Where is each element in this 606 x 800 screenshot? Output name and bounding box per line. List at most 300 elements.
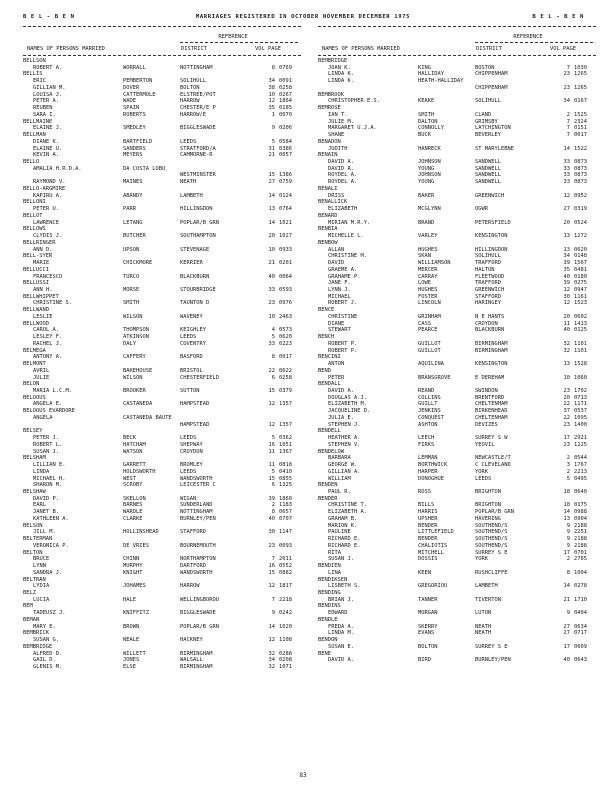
district-cell: WAVENEY [180,313,203,320]
page-cell: 1030 [574,64,587,71]
table-row [318,125,596,132]
table-row [318,455,596,462]
forename-cell: PETER [328,374,345,381]
volume-cell: 23 [563,84,570,91]
volume-cell: 23 [268,300,275,307]
forename-cell: JANE F. [328,280,351,287]
surname-heading: BELLIS [23,71,43,78]
table-row [318,401,596,408]
table-row [23,523,301,530]
volume-cell: 18 [563,502,570,509]
volume-cell: 14 [563,583,570,590]
table-row [23,327,301,334]
surname-heading: BELZ [23,590,36,597]
volume-cell: 12 [268,421,275,428]
table-row [318,314,596,321]
table-row [318,247,596,254]
spouse-surname-cell: SPAIN [123,105,140,112]
page-cell: 1272 [574,233,587,240]
volume-cell: 12 [563,300,570,307]
forename-cell: CLYDIS J. [33,233,63,240]
page-cell: 0319 [574,206,587,213]
table-row [318,58,596,65]
spouse-surname-cell: DONOGHUE [418,475,444,482]
spouse-surname-cell: HUGHES [418,246,438,253]
page-cell: 0362 [279,435,292,442]
page-cell: 0609 [574,643,587,650]
district-cell: BURNLEY/PEN [475,657,511,664]
table-row [23,476,301,483]
district-cell: CAMMORNE-R [180,152,213,159]
table-row [23,71,301,78]
volume-cell: 34 [563,253,570,260]
table-row [23,348,301,355]
table-row [318,428,596,435]
volume-cell: 33 [563,179,570,186]
volume-cell: 23 [563,71,570,78]
volume-cell: 14 [563,509,570,516]
district-cell: BIRMINGHAM [180,650,213,657]
table-row [318,583,596,590]
district-cell: BIRMINGHAM [180,664,213,671]
volume-cell: 6 [271,482,275,489]
volume-cell: 8 [271,354,275,361]
spouse-surname-cell: ROSS [418,489,431,495]
district-cell: SUNDERLAND [180,502,213,509]
reference-rule [180,42,298,43]
district-cell: NEATH [475,630,492,637]
table-row [318,368,596,375]
table-row [318,105,596,112]
table-row [318,300,596,307]
forename-cell: LOUISA J. [33,91,63,98]
volume-cell: 20 [563,313,570,320]
volume-cell: 2 [566,556,570,563]
spouse-surname-cell: CASS [418,320,431,327]
page-cell: 1265 [574,84,587,91]
district-cell: CROYDON [475,320,498,327]
page-cell: 2213 [574,468,587,475]
table-row [23,482,301,489]
forename-cell: AMALIA H.R.D.A. [33,165,82,172]
table-row [318,644,596,651]
table-row [318,321,596,328]
table-row [23,193,301,200]
forename-cell: ELAINE U. [33,145,63,152]
table-row [318,85,596,92]
district-cell: HARINGEY [475,300,501,307]
forename-cell: LINDA K. [328,71,354,78]
district-cell: BOLTON [180,84,200,91]
volume-cell: 30 [268,529,275,536]
table-row [23,637,301,644]
spouse-surname-cell: HUGHES [418,286,438,293]
spouse-surname-cell: COLLINS [418,394,441,401]
table-row [23,247,301,254]
table-row [318,213,596,220]
volume-cell: 18 [563,489,570,495]
page-cell: 0818 [279,462,292,469]
volume-cell: 35 [268,105,275,112]
surname-heading: BENBIA [318,226,338,233]
table-row [23,422,301,429]
volume-cell: 35 [563,266,570,273]
table-row [318,193,596,200]
spouse-surname-cell: THOMPSON [123,327,149,334]
table-row [23,502,301,509]
page-cell: 1265 [574,71,587,78]
surname-heading: BEMBROOK [318,91,344,98]
district-cell: BASFORD [180,354,203,361]
surname-heading: BELOOUS [23,394,46,401]
district-cell: YORK [475,468,488,475]
page-cell: 1817 [279,583,292,590]
surname-heading: BELL-SYER [23,253,53,260]
forename-cell: RAYMOND V. [33,179,66,186]
page-cell: 1004 [574,569,587,576]
forename-cell: FRANCESCO [33,273,63,280]
page-cell: 0769 [279,64,292,71]
forename-cell: LINDA [33,468,50,475]
table-row [23,206,301,213]
table-row [318,240,596,247]
table-row [318,274,596,281]
table-row [23,428,301,435]
spouse-surname-cell: JONES [123,657,140,664]
forename-cell: LISBETH S. [328,583,361,590]
forename-cell: PETER U. [33,206,59,213]
district-cell: COVENTRY [180,340,206,347]
surname-heading: BELLUCCI [23,266,49,273]
page-cell: 0643 [574,657,587,664]
forename-cell: DRISS [328,192,345,199]
forename-cell: LYNN J. [328,286,351,293]
district-cell: E DEREHAM [475,374,505,381]
forename-cell: ROYDEL A. [328,179,358,186]
district-cell: BRIGHTON [475,489,501,495]
table-row [23,307,301,314]
page-cell: 1522 [574,145,587,152]
volume-cell: 1 [271,111,275,118]
forename-cell: LESLIE [33,313,53,320]
surname-heading: BELSEY [23,428,43,435]
page-cell: 0481 [574,266,587,273]
district-cell: WESTMINSTER [180,172,216,179]
table-row [23,603,301,610]
district-cell: LATCHINGTON [475,125,511,132]
table-row [318,71,596,78]
district-cell: CHELTENHAM [475,414,508,421]
volume-cell: 23 [563,421,570,428]
table-row [23,85,301,92]
page-cell: 0904 [574,515,587,522]
forename-cell: ROYDEL A. [328,172,358,179]
spouse-surname-cell: SMITH [123,300,140,307]
page-cell: 0544 [574,455,587,462]
volume-cell: 15 [268,475,275,482]
district-cell: HAMPSTEAD [180,421,210,428]
district-cell: FLEETWOOD [475,273,505,280]
page-cell: 1020 [279,623,292,630]
spouse-surname-cell: LINCOLN [418,300,441,307]
spouse-surname-cell: ATKINSON [123,334,149,341]
volume-cell: 32 [563,340,570,347]
surname-heading: BENDINS [318,603,341,610]
forename-cell: MIRIAN M.R.Y. [328,219,371,226]
volume-cell: 11 [268,462,275,469]
page-cell: 0206 [279,125,292,132]
table-row [318,334,596,341]
spouse-surname-cell: CHICKMORE [123,260,153,267]
table-row [23,489,301,496]
surname-heading: BENDALL [318,381,341,388]
surname-heading: BENCH [318,334,335,341]
volume-cell: 27 [563,206,570,213]
table-row [318,422,596,429]
surname-heading: BEM [23,603,33,610]
table-row [23,105,301,112]
table-row [23,455,301,462]
table-row [318,152,596,159]
spouse-surname-cell: SMEDLEY [123,125,146,132]
spouse-surname-cell: BENDER [418,536,438,543]
district-cell: SOLIHULL [475,253,501,260]
table-row [23,92,301,99]
forename-cell: CHRISTINE S. [33,300,72,307]
district-cell: BOURNEMOUTH [180,542,216,549]
volume-cell: 13 [563,233,570,240]
surname-heading: BELLMAINE [23,118,53,125]
district-cell: BRISTOL [180,367,203,374]
page-cell: 2011 [279,556,292,563]
forename-cell: LAWRENCE [33,219,59,226]
table-row [318,179,596,186]
spouse-surname-cell: VARLEY [418,233,438,240]
spouse-surname-cell: BORTHWICK [418,462,448,469]
spouse-surname-cell: KNIFFITZ [123,610,149,617]
volume-cell: 33 [563,165,570,172]
page-cell: 0873 [574,165,587,172]
volume-cell: 2 [271,502,275,509]
volume-cell: 20 [268,233,275,240]
volume-cell: 33 [268,286,275,293]
spouse-surname-cell: BOLTON [418,643,438,650]
forename-cell: ANTONY A. [33,354,63,361]
district-cell: BIGGLESWADE [180,610,216,617]
table-row [23,287,301,294]
forename-cell: PETER J. [33,435,59,442]
forename-cell: RICHARD E. [328,536,361,543]
forename-cell: STEPHEN V. [328,441,361,448]
volume-cell: 2 [566,111,570,118]
page-cell: 0057 [279,152,292,159]
forename-cell: JILL M. [33,529,56,536]
district-cell: NOTTINGHAM [180,64,213,71]
table-row [23,253,301,260]
district-cell: OGWR [475,206,488,213]
page-cell: 0713 [574,394,587,401]
page-cell: 2188 [574,522,587,529]
spouse-surname-cell: BILLS [418,502,435,509]
volume-cell: 5 [271,468,275,475]
volume-cell: 7 [566,64,570,71]
page-cell: 1101 [574,340,587,347]
page-cell: 0988 [574,509,587,516]
volume-cell: 39 [563,280,570,287]
spouse-surname-cell: JOHAMES [123,583,146,590]
forename-cell: STEPHEN J. [328,421,361,428]
district-cell: LAMBETH [180,192,203,199]
spouse-surname-cell: CARRAY [418,273,438,280]
spouse-surname-cell: BRANSGROVE [418,374,451,381]
page-cell: 1051 [279,441,292,448]
table-row [318,395,596,402]
table-row [318,657,596,664]
table-row [23,220,301,227]
volume-cell: 39 [268,495,275,502]
district-cell: BROMLEY [180,462,203,469]
table-row [318,294,596,301]
table-row [23,65,301,72]
district-cell: BOSTON [475,64,495,71]
forename-cell: ANGELA [33,414,53,421]
table-row [23,651,301,658]
forename-cell: MICHAEL H. [33,475,66,482]
page-cell: 0091 [279,78,292,85]
page-cell: 0258 [279,84,292,91]
table-row [318,327,596,334]
forename-cell: MARGARET U.J.A. [328,125,377,132]
page-cell: 0552 [279,563,292,570]
district-cell: CROYDON [180,448,203,455]
forename-cell: REUBEN [33,105,53,112]
spouse-surname-cell: WORRALL [123,64,146,71]
spouse-surname-cell: UPSHER [418,515,438,522]
spouse-surname-cell: KNIGHT [123,569,143,576]
table-row [318,442,596,449]
spouse-surname-cell: SANDERS [123,145,146,152]
forename-cell: JUDITH [328,145,348,152]
surname-heading: BENDLE [318,616,338,623]
district-cell: LEEDS [475,475,492,482]
page-cell: 0278 [574,583,587,590]
table-row [23,294,301,301]
district-cell: LUTON [475,610,492,617]
page-cell: 0573 [279,327,292,334]
district-cell: WALSALL [180,657,203,664]
table-row [318,449,596,456]
spouse-surname-cell: LEMMAN [418,455,438,462]
volume-cell: 7 [566,125,570,132]
volume-cell: 22 [268,367,275,374]
volume-cell: 32 [268,664,275,671]
district-cell: STEVENAGE [180,246,210,253]
volume-cell: 34 [268,78,275,85]
page-cell: 0657 [279,509,292,516]
forename-cell: LINA [328,569,341,576]
table-row [318,92,596,99]
spouse-surname-cell: CONNOLLY [418,125,444,132]
forename-cell: MARY E. [33,623,56,630]
page-cell: 1367 [279,448,292,455]
district-cell: WANDSWORTH [180,569,213,576]
volume-cell: 7 [271,556,275,563]
forename-cell: DAVID P. [33,495,59,502]
table-row [318,597,596,604]
volume-cell: 27 [268,179,275,186]
surname-heading: BEND [318,367,331,374]
page-number: 83 [299,772,307,779]
spouse-surname-cell: CAFFERY [123,354,146,361]
page-cell: 1400 [574,421,587,428]
district-cell: BRIGHTON [475,502,501,509]
spouse-surname-cell: BRAND [418,219,435,226]
table-row [23,529,301,536]
table-row [23,119,301,126]
district-cell: CHESTERFIELD [180,374,219,381]
volume-cell: 3 [566,462,570,469]
spouse-surname-cell: WATSON [123,448,143,455]
volume-cell: 7 [271,596,275,603]
surname-heading: BENE [318,650,331,657]
page-cell: 0223 [279,340,292,347]
page-cell: 0640 [574,489,587,495]
forename-cell: GLENIS M. [33,664,63,671]
forename-cell: RITA [328,549,341,556]
spouse-surname-cell: JOHNSON [418,172,441,179]
table-row [318,651,596,658]
spouse-surname-cell: CHALIOTIS [418,542,448,549]
table-row [318,280,596,287]
district-cell: PETERSFIELD [475,219,511,226]
surname-heading: BENDEN [318,482,338,489]
table-row [318,381,596,388]
spouse-surname-cell: BENDER [418,522,438,529]
district-cell: SWINDON [475,387,498,394]
table-row [318,496,596,503]
spouse-surname-cell: MORSE [123,286,140,293]
page-cell: 0064 [279,273,292,280]
spouse-surname-cell: CHINN [123,556,140,563]
forename-cell: JOAN K. [328,64,351,71]
volume-cell: 32 [268,650,275,657]
district-cell: N E HANTS [475,313,505,320]
volume-cell: 27 [563,623,570,630]
forename-cell: CHRISTOPHER E.S. [328,98,380,105]
spouse-surname-cell: BECK [123,435,136,442]
district-cell: POPLAR/B GRN [180,623,219,630]
spouse-surname-cell: DALTON [418,118,438,125]
volume-cell: 12 [268,98,275,105]
spouse-surname-cell: DOVER [123,84,140,91]
district-cell: POPLAR/B GRN [180,219,219,226]
surname-heading: BENCINI [318,354,341,361]
forename-cell: SHANE [328,132,345,139]
spouse-surname-cell: SCROBY [123,482,143,489]
surname-heading: BENDON [318,637,338,644]
spouse-surname-cell: LITTLEFIELD [418,529,454,536]
table-row [318,267,596,274]
forename-cell: CHRISTINE M. [328,253,367,260]
forename-cell: DAVID A. [328,159,354,166]
forename-cell: KEVIN A. [33,152,59,159]
entries-list [23,58,301,671]
district-cell: TIVERTON [475,596,501,603]
page-cell: 2251 [574,529,587,536]
spouse-surname-cell: WILLETT [123,650,146,657]
district-cell: SOUTHEND/S [475,536,508,543]
volume-cell: 5 [566,475,570,482]
